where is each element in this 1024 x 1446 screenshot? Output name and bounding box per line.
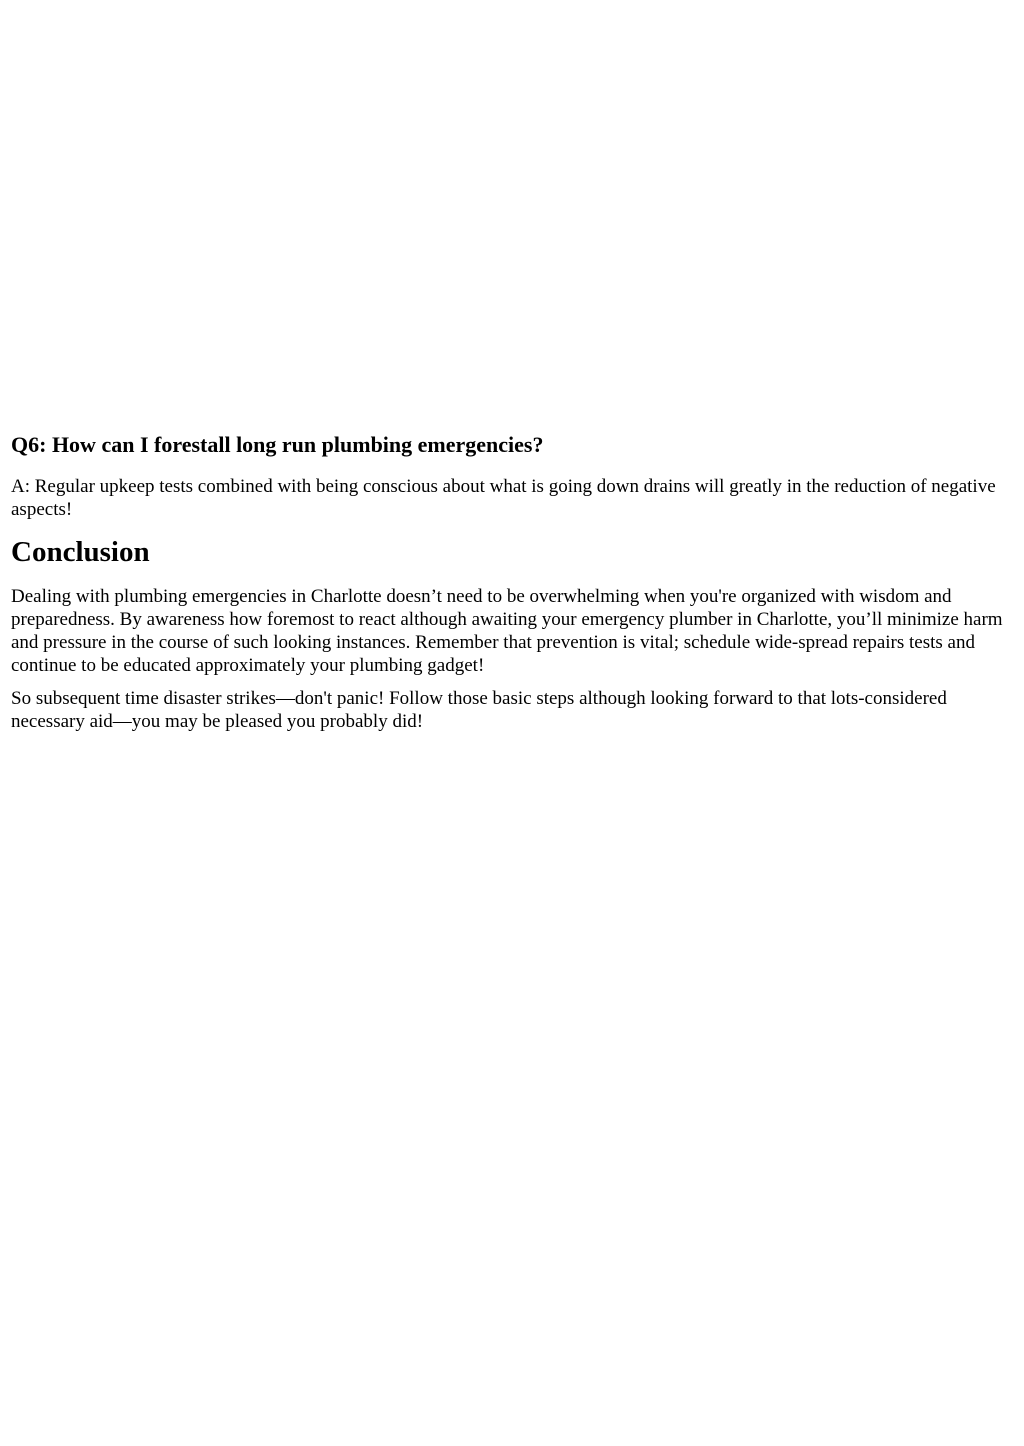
conclusion-paragraph: So subsequent time disaster strikes—don't panic! Follow those basic steps although looking forward to that lots-considered necessary aid—you may be pleased you probably did! [11, 688, 947, 732]
conclusion-heading: Conclusion [11, 536, 150, 568]
faq-answer: A: Regular upkeep tests combined with being conscious about what is going down drains will greatly in the reduction of negative aspects! [11, 476, 996, 520]
conclusion-paragraph: Dealing with plumbing emergencies in Charlotte doesn’t need to be overwhelming when you're organized with wisdom and preparedness. By awareness how foremost to react although awaiting your emergency plumber in Charlotte, you’ll minimize harm and pressure in the course of such looking instances. Remember that prevention is vital; schedule wide-spread repairs tests and continue to be educated approximately your plumbing gadget! [11, 586, 1003, 676]
article-content [11, 430, 1011, 743]
faq-question-heading: Q6: How can I forestall long run plumbing emergencies? [11, 432, 544, 457]
